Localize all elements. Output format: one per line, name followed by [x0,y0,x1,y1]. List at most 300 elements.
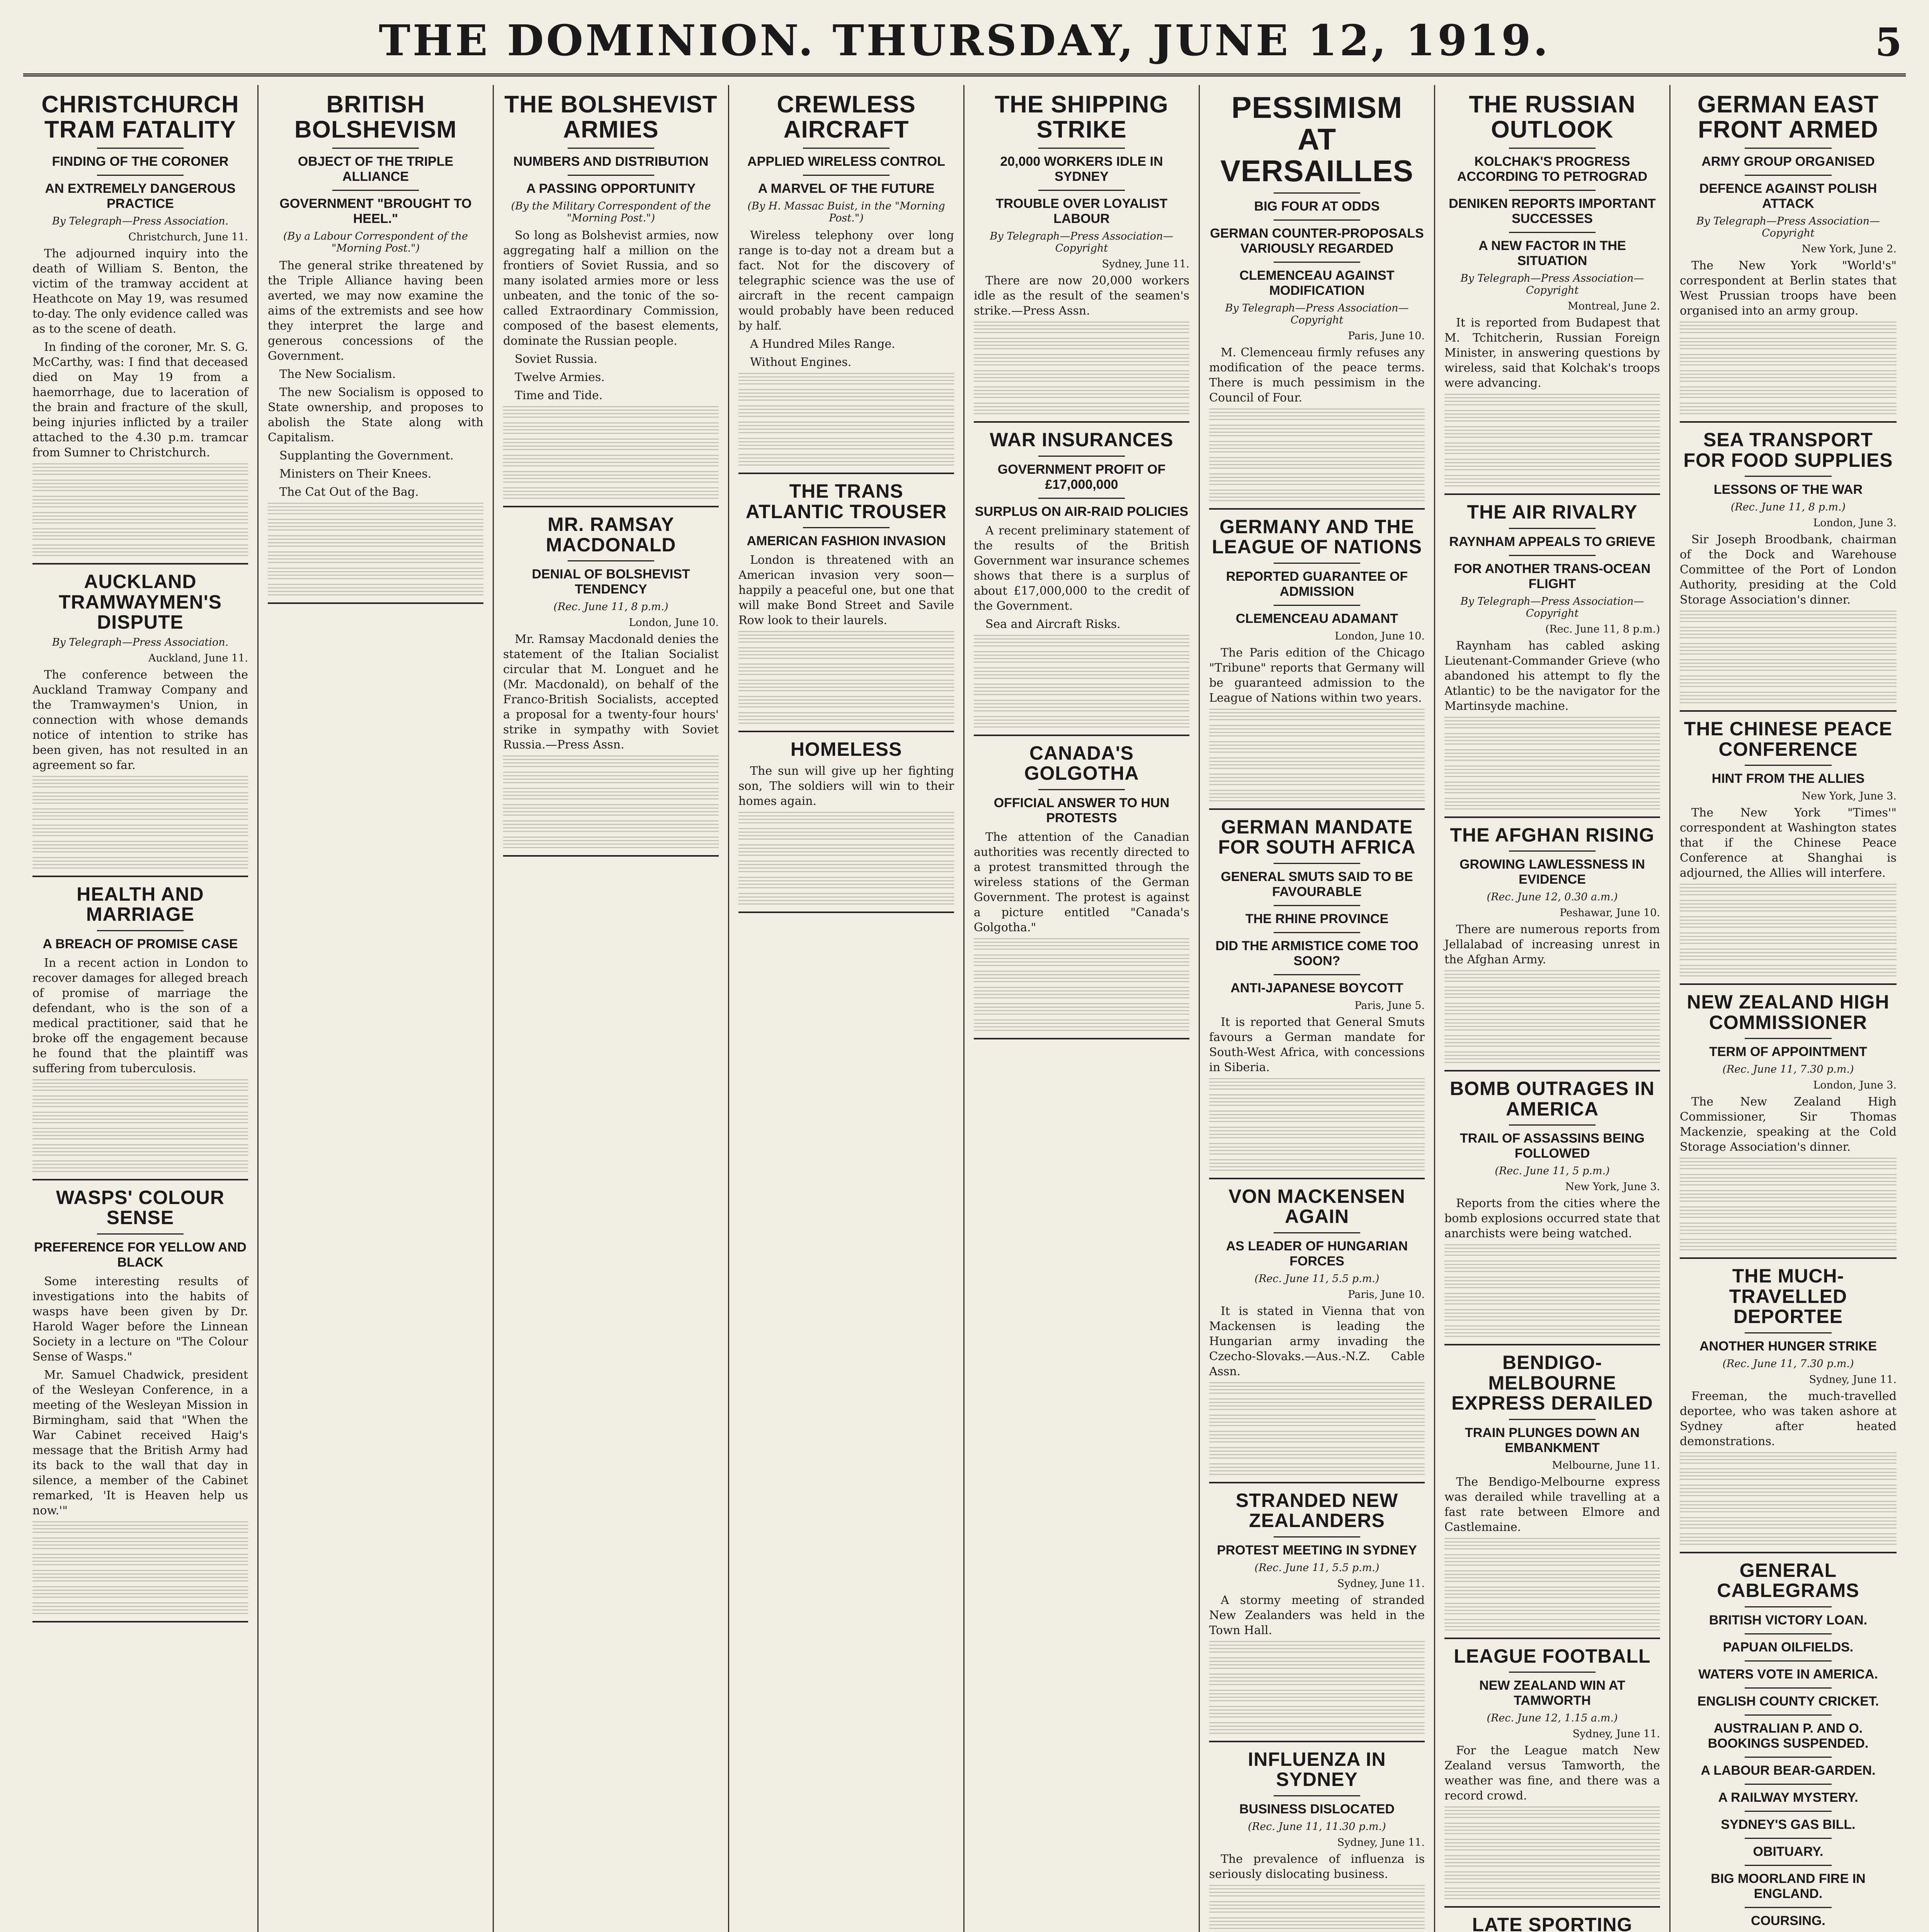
article [32,884,248,1180]
article-separator [1209,1178,1425,1179]
article-subhead: SURPLUS ON AIR-RAID POLICIES [975,504,1189,519]
body-text-lines [974,403,1189,416]
body-text-lines [1209,1159,1425,1172]
article-headline: LATE SPORTING [1472,1914,1633,1932]
article-headline: CREWLESS AIRCRAFT [777,91,916,143]
article [974,430,1189,736]
article-paragraph: The prevalence of influenza is seriously dislocating business. [1209,1852,1425,1881]
article-separator [1680,710,1897,712]
article-subhead: DENIAL OF BOLSHEVIST TENDENCY [532,567,690,597]
article-headline: NEW ZEALAND HIGH COMMISSIONER [1687,991,1890,1033]
article-paragraph: London is threatened with an American invasion very soon—happily a peaceful one, but one that will make Bond Street and Savile Row look to their laurels. [738,553,954,628]
article-separator [1209,508,1425,510]
article-separator [32,563,248,565]
body-text-lines [268,535,483,548]
article-dateline: Paris, June 10. [1348,1288,1425,1301]
article-subhead: AMERICAN FASHION INVASION [747,534,946,549]
article-headline: THE RUSSIAN OUTLOOK [1469,91,1636,143]
article-paragraph: M. Clemenceau firmly refuses any modification of the peace terms. There is much pessimism in the Council of Four. [1209,345,1425,405]
article-subhead: GOVERNMENT "BROUGHT TO HEEL." [279,196,472,226]
article-credit: (By the Military Correspondent of the "Morning Post.") [511,200,711,224]
article-headline: MR. RAMSAY MACDONALD [546,514,676,556]
article-subhead: HINT FROM THE ALLIES [1711,771,1865,786]
body-text-lines [1444,1019,1660,1032]
article [1680,992,1897,1259]
body-text-lines [974,938,1189,951]
article-headline: BENDIGO-MELBOURNE EXPRESS DERAILED [1451,1352,1653,1414]
article-separator [1680,421,1897,423]
article-paragraph: Twelve Armies. [515,371,605,384]
article-separator [1444,1906,1660,1908]
article-separator [1444,493,1660,495]
body-text-lines [1209,1111,1425,1124]
body-text-lines [1209,1447,1425,1460]
article-credit: (By a Labour Correspondent of the "Morning Post.") [283,230,468,255]
article-dateline: Melbourne, June 11. [1552,1459,1660,1471]
body-text-lines [1209,1382,1425,1395]
article-subhead: REPORTED GUARANTEE OF ADMISSION [1226,569,1408,599]
body-text-lines [1444,970,1660,983]
body-text-lines [1444,765,1660,779]
body-text-lines [1209,408,1425,422]
article-subhead: FOR ANOTHER TRANS-OCEAN FLIGHT [1454,561,1651,591]
body-text-lines [1680,932,1897,946]
divider [1274,192,1360,194]
article-paragraph: The New York "World's" correspondent at Berlin states that West Prussian troops have been organised into an army group. [1680,259,1897,318]
article-paragraph: Raynham has cabled asking Lieutenant-Commander Grieve (who abandoned his attempt to fly the Atlantic) to be the navigator for the Martinsyde machine. [1444,639,1660,713]
body-text-lines [1680,965,1897,978]
body-text-lines [1444,782,1660,795]
article-paragraph: The new Socialism is opposed to State ownership, and proposes to abolish the State along with Capitalism. [268,386,483,445]
article-paragraph: The Paris edition of the Chicago "Tribune" reports that Germany will be guaranteed admission to the League of Nations within two years. [1209,646,1425,705]
article-dateline: Sydney, June 11. [1337,1577,1425,1590]
body-text-lines [1680,403,1897,416]
body-text-lines [738,712,954,725]
article [738,92,954,474]
body-text-lines [1444,733,1660,746]
article-paragraph: A stormy meeting of stranded New Zealanders was held in the Town Hall. [1209,1593,1425,1637]
article-subhead: BIG MOORLAND FIRE IN ENGLAND. [1711,1871,1866,1901]
body-text-lines [1444,1871,1660,1884]
body-text-lines [1680,659,1897,672]
article [268,92,483,604]
body-text-lines [1444,1309,1660,1322]
body-text-lines [32,825,248,838]
article-subhead: ANOTHER HUNGER STRIKE [1699,1338,1877,1354]
body-text-lines [1209,741,1425,754]
article-headline: THE SHIPPING STRIKE [995,91,1169,143]
body-text-lines [738,438,954,451]
body-text-lines [1209,725,1425,738]
article-dateline: (Rec. June 11, 8 p.m.) [1545,623,1660,635]
article [1209,517,1425,810]
article-headline: GERMAN MANDATE FOR SOUTH AFRICA [1218,816,1416,858]
article [503,514,719,857]
body-text-lines [1444,1538,1660,1551]
body-text-lines [503,422,719,435]
body-text-lines [974,354,1189,367]
article-paragraph: The general strike threatened by the Triple Alliance having been averted, we may now examine the aims of the extremists and see how they interpret the large and generous concessions of the Government. [268,259,483,363]
body-text-lines [1444,798,1660,811]
article-credit: (Rec. June 11, 8 p.m.) [553,601,669,613]
body-text-lines [268,519,483,532]
article-credit: (Rec. June 11, 8 p.m.) [1730,501,1846,514]
body-text-lines [32,1570,248,1583]
body-text-lines [1680,1468,1897,1481]
body-text-lines [1444,986,1660,1000]
article-separator [503,506,719,507]
article [1209,1749,1425,1932]
article-subhead: APPLIED WIRELESS CONTROL [747,154,945,169]
body-text-lines [32,528,248,541]
divider [1274,605,1360,606]
article-subhead: TRAIL OF ASSASSINS BEING FOLLOWED [1460,1131,1645,1161]
body-text-lines [738,877,954,890]
body-text-lines [1444,475,1660,488]
article [738,739,954,913]
article-paragraph: There are numerous reports from Jellalabad of increasing unrest in the Afghan Army. [1444,923,1660,967]
body-text-lines [1444,1244,1660,1257]
body-text-lines [1680,386,1897,400]
body-text-lines [738,389,954,402]
body-text-lines [32,1144,248,1157]
article-paragraph: Time and Tide. [515,389,603,403]
divider [1745,1714,1831,1716]
body-text-lines [1209,1127,1425,1140]
body-text-lines [1680,692,1897,705]
article [1444,1646,1660,1908]
body-text-lines [1444,1277,1660,1290]
column-8 [1670,85,1906,1932]
body-text-lines [268,568,483,581]
article [1680,92,1897,423]
article-subhead: AS LEADER OF HUNGARIAN FORCES [1226,1238,1408,1269]
body-text-lines [503,788,719,801]
divider [1745,1838,1831,1839]
article-paragraph: So long as Bolshevist armies, now aggregating half a million on the frontiers of Soviet Russia, and so many isolated armies more or less unbeaten, and the tonic of the so-called Extraordinary Commission, composed of the basest elements, dominate the Russian people. [503,229,719,348]
article-headline: CHRISTCHURCH TRAM FATALITY [41,91,239,143]
divider [97,1233,183,1235]
body-text-lines [1680,916,1897,929]
article-credit: By Telegraph—Press Association—Copyright [1460,595,1644,619]
body-text-lines [32,1095,248,1109]
body-text-lines [1444,749,1660,762]
body-text-lines [1680,611,1897,624]
article-headline: GENERAL CABLEGRAMS [1717,1559,1859,1602]
article-headline: THE AFGHAN RISING [1450,824,1655,846]
body-text-lines [1444,394,1660,407]
article-separator [32,876,248,877]
divider [1274,863,1360,864]
article-separator [1680,1257,1897,1259]
divider [1509,555,1595,556]
article-headline: BRITISH BOLSHEVISM [294,91,457,143]
divider [1745,1606,1831,1607]
divider [97,148,183,149]
divider [1509,1419,1595,1420]
article [738,481,954,732]
body-text-lines [32,857,248,870]
article-credit: (Rec. June 11, 5.5 p.m.) [1254,1561,1380,1574]
body-text-lines [1444,1325,1660,1338]
divider [1745,1332,1831,1333]
body-text-lines [32,841,248,854]
divider [1274,1536,1360,1537]
body-text-lines [1209,790,1425,803]
article-credit: By Telegraph—Press Association—Copyright [1696,215,1880,240]
divider [1038,190,1124,191]
article-paragraph: There are now 20,000 workers idle as the result of the seamen's strike.—Press Assn. [974,274,1189,318]
body-text-lines [1444,1260,1660,1274]
article-separator [974,735,1189,736]
article-credit: (By H. Massac Buist, in the "Morning Post.") [747,200,945,224]
article [32,92,248,565]
divider [1745,1907,1831,1908]
divider [1509,148,1595,149]
body-text-lines [268,551,483,565]
article-subhead: BIG FOUR AT ODDS [1254,199,1380,214]
body-text-lines [974,1019,1189,1032]
body-text-lines [32,1537,248,1551]
article [1209,817,1425,1179]
divider [1274,219,1360,221]
body-text-lines [1680,1206,1897,1219]
article [503,92,719,507]
article-paragraph: In finding of the coroner, Mr. S. G. McCarthy, was: I find that deceased died on May 19 from a haemorrhage, due to laceration of the brain and fracture of the skull, being injuries inflicted by a trailer attached to the 4.30 p.m. tramcar from Sumner to Christchurch. [32,340,248,460]
article-separator [1444,1638,1660,1639]
article [1444,1352,1660,1639]
column-3 [494,85,729,1932]
body-text-lines [1209,441,1425,454]
body-text-lines [1680,1239,1897,1252]
body-text-lines [1209,1398,1425,1412]
article-headline: THE BOLSHEVIST ARMIES [504,91,718,143]
divider [332,190,418,191]
article-separator [1680,1552,1897,1553]
article-separator [974,421,1189,423]
body-text-lines [1444,459,1660,472]
article-subhead: COURSING. [1751,1913,1825,1928]
article-paragraph: Ministers on Their Knees. [279,467,432,481]
body-text-lines [1680,1485,1897,1498]
article-subhead: CLEMENCEAU AGAINST MODIFICATION [1239,268,1395,298]
article-subhead: BRITISH VICTORY LOAN. [1709,1612,1868,1628]
body-text-lines [1444,1570,1660,1583]
article-subhead: NEW ZEALAND WIN AT TAMWORTH [1479,1678,1625,1708]
body-text-lines [974,971,1189,984]
body-text-lines [1209,1463,1425,1476]
article-separator [1209,1482,1425,1483]
body-text-lines [738,422,954,435]
divider [1745,148,1831,149]
article-headline: GERMAN EAST FRONT ARMED [1697,91,1879,143]
body-text-lines [974,651,1189,664]
body-text-lines [1680,370,1897,383]
article-subhead: DENIKEN REPORTS IMPORTANT SUCCESSES [1449,196,1656,226]
article-credit: (Rec. June 12, 1.15 a.m.) [1487,1712,1618,1725]
body-text-lines [974,667,1189,680]
article-paragraph: Reports from the cities where the bomb explosions occurred state that anarchists were being watched. [1444,1197,1660,1241]
article-paragraph: Supplanting the Government. [279,449,454,463]
body-text-lines [1209,1657,1425,1670]
article-separator [1680,983,1897,985]
article-subhead: TERM OF APPOINTMENT [1709,1044,1867,1060]
body-text-lines [738,663,954,677]
body-text-lines [503,804,719,817]
article-subhead: ENGLISH COUNTY CRICKET. [1697,1694,1879,1709]
body-text-lines [1680,1223,1897,1236]
article-subhead: A MARVEL OF THE FUTURE [758,181,935,196]
article-credit: By Telegraph—Press Association. [52,636,229,648]
body-text-lines [1444,442,1660,456]
body-text-lines [1680,354,1897,367]
body-text-lines [974,954,1189,968]
article-dateline: Montreal, June 2. [1568,300,1660,313]
article-paragraph: The sun will give up her fighting son, The soldiers will win to their homes again. [738,764,954,808]
body-text-lines [1680,338,1897,351]
body-text-lines [1209,1901,1425,1914]
article-separator [1209,1741,1425,1742]
divider [803,148,889,149]
article-dateline: Christchurch, June 11. [128,231,248,243]
divider [1745,765,1831,766]
article-headline: STRANDED NEW ZEALANDERS [1235,1489,1398,1532]
body-text-lines [1680,884,1897,897]
article-subhead: CLEMENCEAU ADAMANT [1236,611,1398,626]
body-text-lines [1680,321,1897,335]
article-subhead: ANTI-JAPANESE BOYCOTT [1230,980,1403,995]
article-paragraph: Freeman, the much-travelled deportee, who was taken ashore at Sydney after heated demonstrations. [1680,1389,1897,1448]
body-text-lines [1444,1293,1660,1306]
article-credit: (Rec. June 11, 5 p.m.) [1495,1165,1610,1177]
body-text-lines [1444,1554,1660,1567]
newspaper-title: THE DOMINION. THURSDAY, JUNE 12, 1919. [379,15,1550,65]
article-credit: (Rec. June 11, 5.5 p.m.) [1254,1272,1380,1285]
article-subhead: A NEW FACTOR IN THE SITUATION [1478,238,1626,269]
divider [1745,1660,1831,1662]
body-text-lines [738,454,954,467]
article [1444,1915,1660,1932]
body-text-lines [1444,410,1660,423]
divider [1038,498,1124,499]
body-text-lines [1444,426,1660,439]
article-subhead: TROUBLE OVER LOYALIST LABOUR [995,196,1168,226]
body-text-lines [32,1128,248,1141]
divider [803,175,889,176]
body-text-lines [738,631,954,644]
body-text-lines [1444,1839,1660,1852]
body-text-lines [503,755,719,769]
article-subhead: GOVERNMENT PROFIT OF £17,000,000 [997,462,1166,492]
article-paragraph: Sea and Aircraft Risks. [985,617,1121,631]
body-text-lines [32,544,248,558]
body-text-lines [1680,1190,1897,1203]
body-text-lines [32,480,248,493]
article [974,92,1189,423]
body-text-lines [1680,1452,1897,1465]
body-text-lines [1680,675,1897,689]
body-text-lines [1209,1094,1425,1107]
body-text-lines [974,700,1189,713]
article-credit: (Rec. June 11, 7.30 p.m.) [1722,1063,1854,1076]
body-text-lines [1444,1035,1660,1048]
article-headline: HEALTH AND MARRIAGE [77,883,204,925]
article-subhead: RAYNHAM APPEALS TO GRIEVE [1449,534,1655,549]
body-text-lines [1680,1517,1897,1530]
body-text-lines [32,512,248,525]
body-text-lines [1444,1619,1660,1632]
article-headline: SEA TRANSPORT FOR FOOD SUPPLIES [1683,429,1893,471]
body-text-lines [974,370,1189,383]
body-text-lines [1444,1806,1660,1820]
article-separator [32,1179,248,1180]
column-2 [259,85,494,1932]
article [1444,92,1660,495]
article-headline: THE AIR RIVALRY [1467,501,1638,523]
article-subhead: A PASSING OPPORTUNITY [526,181,696,196]
body-text-lines [503,772,719,785]
article-subhead: A RAILWAY MYSTERY. [1718,1790,1858,1805]
article-subhead: OBJECT OF THE TRIPLE ALLIANCE [298,154,454,184]
body-text-lines [32,792,248,805]
divider [1509,232,1595,233]
article-headline: BOMB OUTRAGES IN AMERICA [1450,1078,1655,1120]
article-credit: By Telegraph—Press Association—Copyright [990,230,1174,255]
article-paragraph: The Bendigo-Melbourne express was derailed while travelling at a fast rate between Elmore and Castlemaine. [1444,1475,1660,1534]
body-text-lines [1209,1885,1425,1898]
article-paragraph: The Cat Out of the Bag. [279,485,419,499]
article-paragraph: The New Zealand High Commissioner, Sir Thomas Mackenzie, speaking at the Cold Storage Association's dinner. [1680,1095,1897,1154]
divider [1509,1672,1595,1673]
body-text-lines [1444,1603,1660,1616]
column-4 [729,85,964,1932]
body-text-lines [738,828,954,841]
body-text-lines [32,776,248,789]
divider [1745,476,1831,477]
article-dateline: London, June 3. [1813,1079,1897,1092]
body-text-lines [1444,1051,1660,1065]
article-subhead: ARMY GROUP ORGANISED [1701,154,1875,169]
article-subhead: OFFICIAL ANSWER TO HUN PROTESTS [993,795,1170,825]
article [1680,430,1897,712]
body-text-lines [1680,1501,1897,1514]
divider [803,527,889,528]
body-text-lines [1209,774,1425,787]
body-text-lines [1209,1722,1425,1735]
divider [332,148,418,149]
article [32,571,248,877]
divider [1038,789,1124,790]
article-paragraph: In a recent action in London to recover damages for alleged breach of promise of marriage the defendant, who is the son of a medical practitioner, said that he broke off the engagement because he found that the plaintiff was suffering from tuberculosis. [32,956,248,1075]
article-subhead: SYDNEY'S GAS BILL. [1721,1817,1856,1832]
article-columns [23,85,1906,1932]
article-subhead: LESSONS OF THE WAR [1713,482,1863,497]
divider [97,930,183,931]
body-text-lines [1680,1158,1897,1171]
article-subhead: AN EXTREMELY DANGEROUS PRACTICE [45,181,236,211]
article-credit: (Rec. June 11, 7.30 p.m.) [1722,1357,1854,1370]
article-subhead: GENERAL SMUTS SAID TO BE FAVOURABLE [1221,869,1413,899]
divider [1745,175,1831,176]
article-dateline: Peshawar, June 10. [1560,907,1660,919]
article-headline: CANADA'S GOLGOTHA [1024,742,1139,784]
body-text-lines [1209,1917,1425,1930]
body-text-lines [1444,1587,1660,1600]
body-text-lines [1209,1706,1425,1719]
body-text-lines [738,696,954,709]
body-text-lines [1444,1003,1660,1016]
body-text-lines [32,496,248,509]
